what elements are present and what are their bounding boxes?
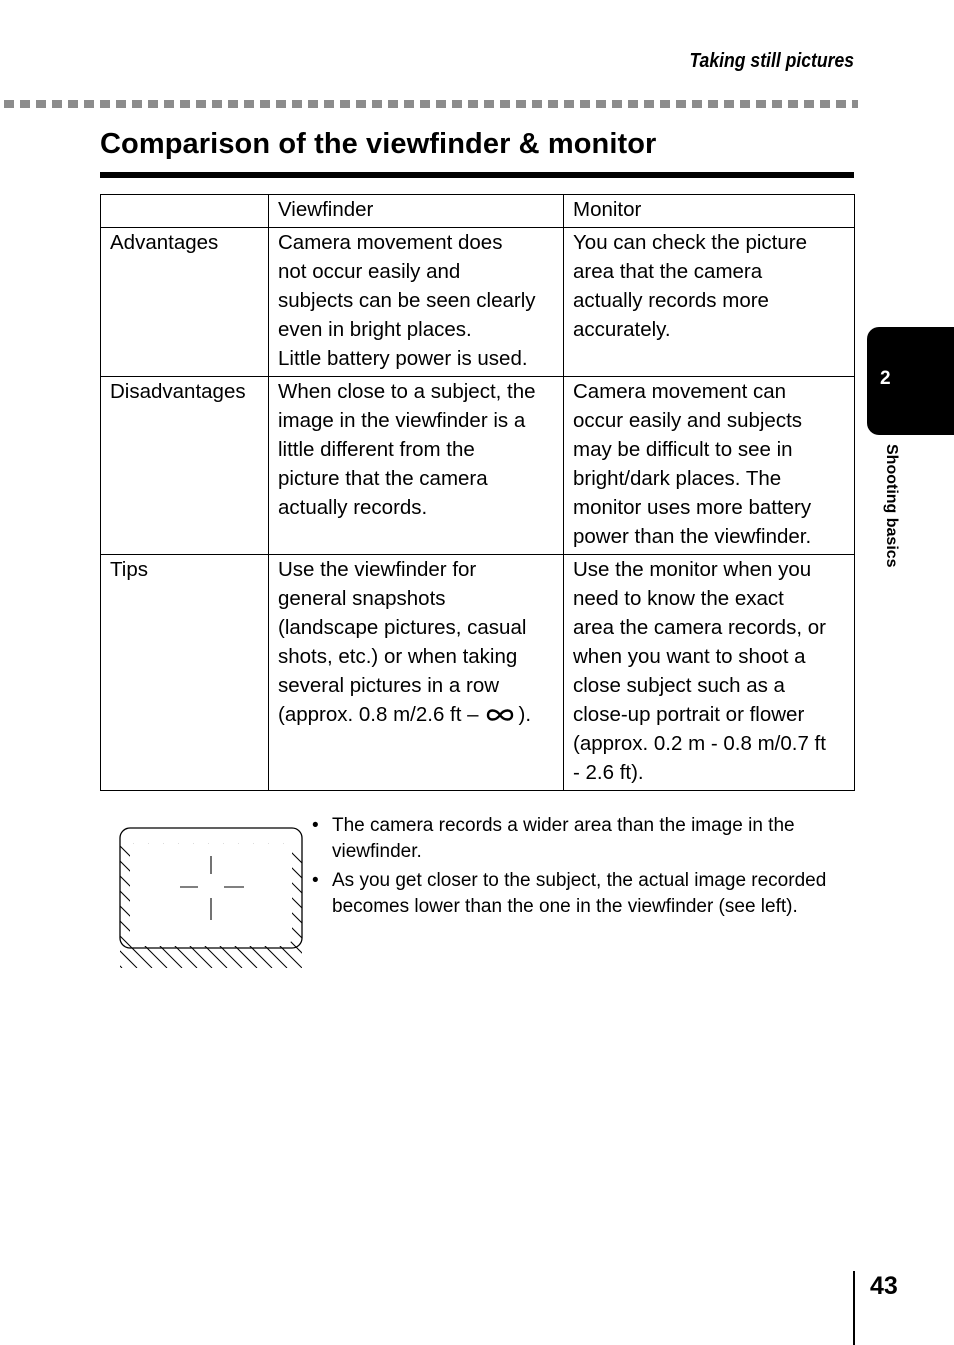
cell-line: shots, etc.) or when taking xyxy=(278,645,518,668)
cell-line: close subject such as a xyxy=(573,674,785,697)
cell-line: power than the viewfinder. xyxy=(573,525,812,548)
cell-line: need to know the exact xyxy=(573,587,784,610)
cell-line: area the camera records, or xyxy=(573,616,826,639)
cell-line: when you want to shoot a xyxy=(573,645,806,668)
range-close: ). xyxy=(518,703,532,726)
header-empty xyxy=(101,195,269,228)
note-text: The camera records a wider area than the image in the viewfinder. xyxy=(332,815,795,862)
table-row-advantages xyxy=(101,228,855,377)
center-cross xyxy=(180,856,244,920)
cell-monitor xyxy=(564,228,855,377)
cell-line: picture that the camera xyxy=(278,467,488,490)
cell-line: You can check the picture xyxy=(573,231,808,254)
header-monitor: Monitor xyxy=(564,195,855,228)
cell-line: several pictures in a row xyxy=(278,674,500,697)
table-row-disadvantages xyxy=(101,377,855,555)
cell-line: (landscape pictures, casual xyxy=(278,616,527,639)
cell-line-with-icon xyxy=(278,700,555,729)
cell-viewfinder xyxy=(269,377,564,555)
bullet: • xyxy=(312,870,319,891)
comparison-table xyxy=(100,194,855,791)
page-number: 43 xyxy=(870,1272,898,1300)
cell-line: close-up portrait or flower xyxy=(573,703,805,726)
cell-line: actually records. xyxy=(278,496,428,519)
cell-line: image in the viewfinder is a xyxy=(278,409,526,432)
chapter-name: Shooting basics xyxy=(883,444,900,568)
row-label: Tips xyxy=(101,555,269,791)
page-number-bar xyxy=(853,1271,855,1345)
cell-monitor xyxy=(564,555,855,791)
cell-viewfinder xyxy=(269,228,564,377)
viewfinder-frame-illustration xyxy=(118,826,304,968)
note-text: As you get closer to the subject, the actual image recorded becomes lower than the one in the viewfinder (see left). xyxy=(332,870,827,917)
cell-line: Little battery power is used. xyxy=(278,347,528,370)
cell-line: Use the viewfinder for xyxy=(278,558,477,581)
frame-outline xyxy=(120,828,302,948)
table-header-row xyxy=(101,195,855,228)
bullet: • xyxy=(312,815,319,836)
cell-line: bright/dark places. The xyxy=(573,467,782,490)
cell-line: occur easily and subjects xyxy=(573,409,803,432)
cell-line: little different from the xyxy=(278,438,475,461)
cell-viewfinder xyxy=(269,555,564,791)
cell-line: even in bright places. xyxy=(278,318,472,341)
row-label: Disadvantages xyxy=(101,377,269,555)
range-text: (approx. 0.8 m/2.6 ft – xyxy=(278,703,479,726)
list-item xyxy=(312,813,852,865)
cell-line: accurately. xyxy=(573,318,671,341)
cell-line: When close to a subject, the xyxy=(278,380,536,403)
infinity-icon xyxy=(485,707,515,723)
cell-line: Camera movement can xyxy=(573,380,787,403)
cell-line: - 2.6 ft). xyxy=(573,761,644,784)
cell-line: general snapshots xyxy=(278,587,446,610)
cell-monitor xyxy=(564,377,855,555)
cell-line: Use the monitor when you xyxy=(573,558,812,581)
cell-line: actually records more xyxy=(573,289,769,312)
cell-line: area that the camera xyxy=(573,260,763,283)
running-head: Taking still pictures xyxy=(689,50,854,72)
cell-line: Camera movement does xyxy=(278,231,503,254)
cell-line: monitor uses more battery xyxy=(573,496,812,519)
chapter-number: 2 xyxy=(880,368,891,389)
cell-line: not occur easily and xyxy=(278,260,461,283)
cell-line: may be difficult to see in xyxy=(573,438,793,461)
section-title: Comparison of the viewfinder & monitor xyxy=(100,128,657,160)
row-label: Advantages xyxy=(101,228,269,377)
cell-line: (approx. 0.2 m - 0.8 m/0.7 ft xyxy=(573,732,826,755)
table-row-tips xyxy=(101,555,855,791)
dashed-rule xyxy=(4,100,858,108)
header-viewfinder: Viewfinder xyxy=(269,195,564,228)
title-rule xyxy=(100,172,854,178)
cell-line: subjects can be seen clearly xyxy=(278,289,536,312)
notes-list xyxy=(312,813,852,923)
list-item xyxy=(312,868,852,920)
